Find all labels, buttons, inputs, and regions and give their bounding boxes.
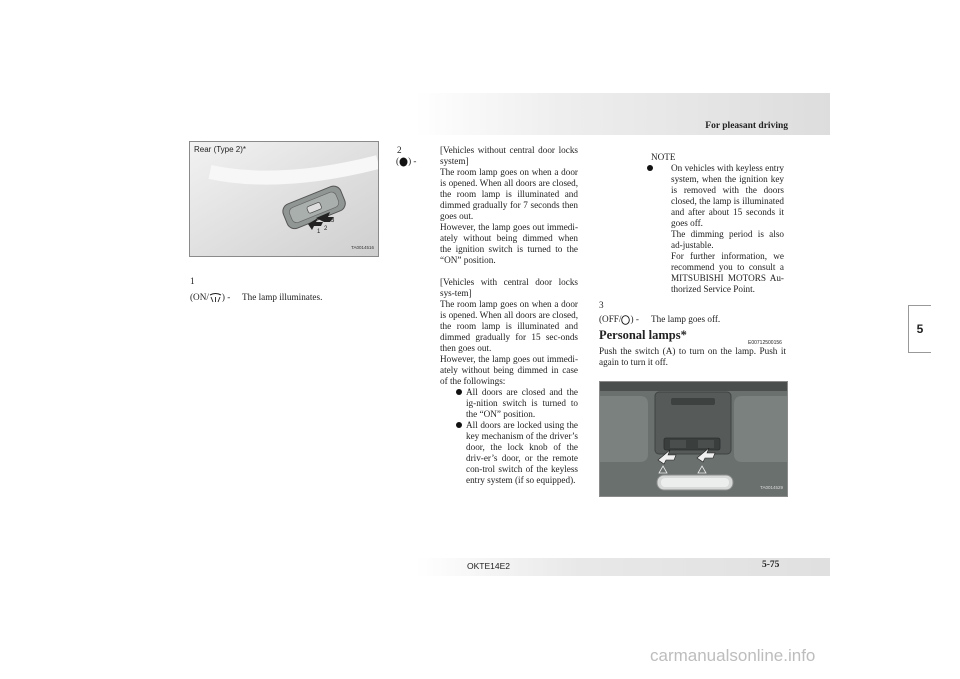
bullet-icon: [456, 389, 462, 395]
note-b1: On vehicles with keyless entry system, when the ignition key is removed with the doors closed, the lamp is illuminated and after about 15 seconds it goes off.: [671, 163, 784, 228]
personal-lamp-figure: [599, 381, 788, 497]
page-number: 5-75: [762, 560, 780, 570]
item-2-p1: [Vehicles without central door locks system]: [440, 145, 578, 166]
item-3-prefix: (OFF/: [599, 314, 622, 324]
item-2-number: 2: [397, 145, 402, 155]
item-2-suffix: ) -: [408, 156, 417, 166]
item-2-label: [396, 156, 416, 167]
note-b3: For further information, we recommend you to consult a MITSUBISHI MOTORS Au-thorized Service Point.: [671, 251, 784, 294]
item-2-prefix: (: [396, 156, 400, 166]
note-b2: The dimming period is also ad-justable.: [671, 229, 784, 250]
bullet-icon: [647, 165, 653, 171]
figure-label: Rear (Type 2)*: [194, 145, 247, 154]
lamp-door-icon: [209, 293, 222, 303]
item-3-description: The lamp goes off.: [651, 314, 721, 324]
figure-code: TA0014516: [351, 245, 374, 250]
rear-lamp-illustration: [190, 142, 378, 256]
page-header-title: For pleasant driving: [705, 121, 788, 131]
note-heading: NOTE: [651, 152, 676, 162]
section-body: Push the switch (A) to turn on the lamp. Push it again to turn it off.: [599, 346, 786, 367]
lamp-on-icon: [399, 157, 408, 167]
bullet-icon: [456, 422, 462, 428]
item-3-number: 3: [599, 300, 604, 310]
figure-code: TA0014529: [760, 485, 783, 490]
section-title: Personal lamps*: [599, 328, 687, 342]
note-bullet: [646, 163, 784, 295]
item-2-bullet-1: All doors are closed and the ig-nition switch is turned to the “ON” position.: [454, 387, 578, 420]
item-2-p2: The room lamp goes on when a door is opened. When all doors are closed, the room lamp is illuminated and dimmed gradually for 7 seconds then goes out.: [440, 167, 578, 221]
watermark: carmanualsonline.info: [650, 646, 816, 665]
callout-2: 2: [324, 226, 328, 232]
item-2-p5: The room lamp goes on when a door is opened. When all doors are closed, the room lamp is illuminated and dimmed gradually for 15 sec-onds then goes out.: [440, 299, 578, 353]
item-1-suffix: ) -: [221, 292, 231, 302]
item-2-p4: [Vehicles with central door locks sys-tem]: [440, 277, 578, 298]
chapter-tab: 5: [908, 305, 931, 353]
item-1-number: 1: [190, 276, 195, 286]
callout-3: 3: [331, 218, 335, 224]
item-3-label: [599, 314, 639, 325]
item-1-description: The lamp illuminates.: [242, 292, 323, 302]
item-3-suffix: ) -: [630, 314, 639, 324]
item-2-p3: However, the lamp goes out immedi-ately without being dimmed when the ignition switch is turned to the “ON” position.: [440, 222, 578, 265]
item-1-label: [190, 292, 230, 303]
section-code: E00712500156: [748, 340, 782, 346]
item-1-prefix: (ON/: [190, 292, 209, 302]
callout-1: 1: [317, 229, 321, 235]
personal-lamp-illustration: [600, 382, 787, 496]
item-2-p6: However, the lamp goes out immedi-ately without being dimmed in case of the followings:: [440, 354, 578, 386]
footer-code: OKTE14E2: [467, 561, 510, 571]
item-2-body: [440, 145, 578, 486]
item-2-bullet-2: All doors are locked using the key mechanism of the driver’s door, the lock knob of the driv-er’s door, or the remote con-trol switch of the keyless entry system (if so equipped).: [454, 420, 578, 486]
rear-lamp-figure: [189, 141, 379, 257]
note-body: [646, 163, 784, 295]
